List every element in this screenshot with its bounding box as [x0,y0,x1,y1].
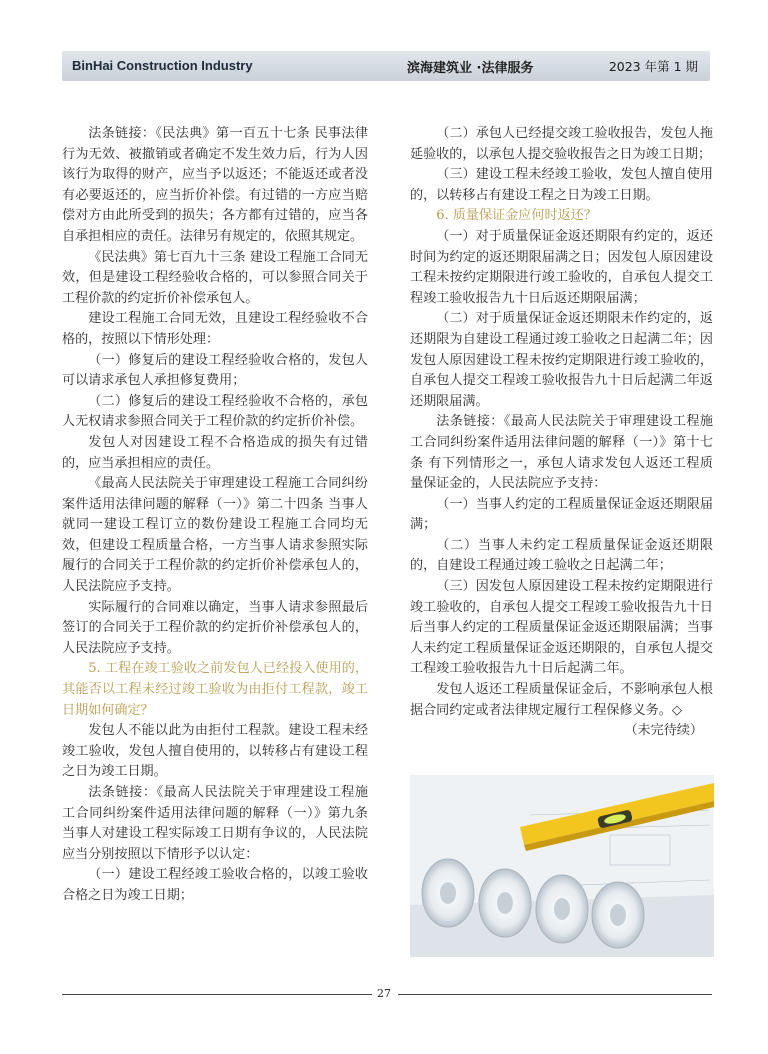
paragraph: 实际履行的合同难以确定，当事人请求参照最后签订的合同关于工程价款的约定折价补偿承包人的，人民法院应予支持。 [62,599,368,656]
section-heading: 6. 质量保证金应何时返还？ [436,208,597,224]
paragraph: 《最高人民法院关于审理建设工程施工合同纠纷案件适用法律问题的解释（一）》第二十四条 当事人就同一建设工程订立的数份建设工程施工合同均无效，但建设工程质量合格，一方当事人请求参照实际履行的合同关于工程价款的约定折价补偿承包人的，人民法院应予支持。 [62,476,368,595]
issue-number: 2023 年第 1 期 [608,59,698,74]
paragraph: 发包人返还工程质量保证金后，不影响承包人根据合同约定或者法律规定履行工程保修义务。◇ [410,682,713,718]
paragraph: （二）当事人未约定工程质量保证金返还期限的，自建设工程通过竣工验收之日起满二年； [410,537,713,574]
paragraph: 发包人对因建设工程不合格造成的损失有过错的，应当承担相应的责任。 [62,434,368,471]
blueprints-level-photo [410,775,714,957]
to-be-continued-note: （未完待续） [624,723,703,739]
paragraph: 法条链接：《民法典》第一百五十七条 民事法律行为无效、被撤销或者确定不发生效力后，行为人因该行为取得的财产，应当予以返还；不能返还或者没有必要返还的，应当折价补偿。有过错的一方应当赔偿对方由此所受到的损失；各方都有过错的，应当各自承担相应的责任。法律另有规定的，依照其规定。 [62,126,368,244]
magazine-name-en: BinHai Construction Industry [72,58,253,73]
paragraph: （一）当事人约定的工程质量保证金返还期限届满； [410,496,713,533]
left-column [62,124,368,907]
paragraph: （三）建设工程未经竣工验收，发包人擅自使用的，以转移占有建设工程之日为竣工日期。 [410,167,713,203]
paragraph: 发包人不能以此为由拒付工程款。建设工程未经竣工验收，发包人擅自使用的，以转移占有建设工程之日为竣工日期。 [62,723,368,780]
page-header [62,51,710,81]
paragraph: （一）建设工程经竣工验收合格的，以竣工验收合格之日为竣工日期； [62,867,368,903]
paragraph: 建设工程施工合同无效，且建设工程经验收不合格的，按照以下情形处理： [62,311,368,347]
paragraph: 《民法典》第七百九十三条 建设工程施工合同无效，但是建设工程经验收合格的，可以参照合同关于工程价款的约定折价补偿承包人。 [62,249,368,306]
paragraph: （二）修复后的建设工程经验收不合格的，承包人无权请求参照合同关于工程价款的约定折价补偿。 [62,393,368,430]
paragraph: 法条链接：《最高人民法院关于审理建设工程施工合同纠纷案件适用法律问题的解释（一）》第十七条 有下列情形之一，承包人请求发包人返还工程质量保证金的，人民法院应予支持： [410,414,713,492]
paragraph: （一）对于质量保证金返还期限有约定的，返还时间为约定的返还期限届满之日；因发包人原因建设工程未按约定期限进行竣工验收的，自承包人提交工程竣工验收报告九十日后返还期限届满； [410,228,713,306]
section-heading: 5. 工程在竣工验收之前发包人已经投入使用的，其能否以工程未经过竣工验收为由拒付工程款，竣工日期如何确定？ [62,661,368,718]
paragraph: （三）因发包人原因建设工程未按约定期限进行竣工验收的，自承包人提交工程竣工验收报告九十日后当事人约定的工程质量保证金返还期限届满；当事人未约定工程质量保证金返还期限的，自承包人提交工程竣工验收报告九十日后起满二年。 [410,579,713,677]
paragraph: （二）对于质量保证金返还期限未作约定的，返还期限为自建设工程通过竣工验收之日起满二年；因发包人原因建设工程未按约定期限进行竣工验收的，自承包人提交工程竣工验收报告九十日后起满二年返还期限届满。 [410,311,713,409]
footer-rule-right [398,994,712,995]
paragraph: （一）修复后的建设工程经验收合格的，发包人可以请求承包人承担修复费用； [62,352,368,389]
paragraph: 法条链接：《最高人民法院关于审理建设工程施工合同纠纷案件适用法律问题的解释（一）》第九条 当事人对建设工程实际竣工日期有争议的，人民法院应当分别按照以下情形予以认定： [62,785,368,862]
page-number: 27 [377,987,391,1000]
blueprints-level-illustration [410,775,714,957]
paragraph: （二）承包人已经提交竣工验收报告，发包人拖延验收的，以承包人提交验收报告之日为竣工日期； [410,126,713,162]
right-column [410,124,713,742]
magazine-section-title: 滨海建筑业 ·法律服务 [407,61,534,76]
footer-rule-left [62,994,372,995]
